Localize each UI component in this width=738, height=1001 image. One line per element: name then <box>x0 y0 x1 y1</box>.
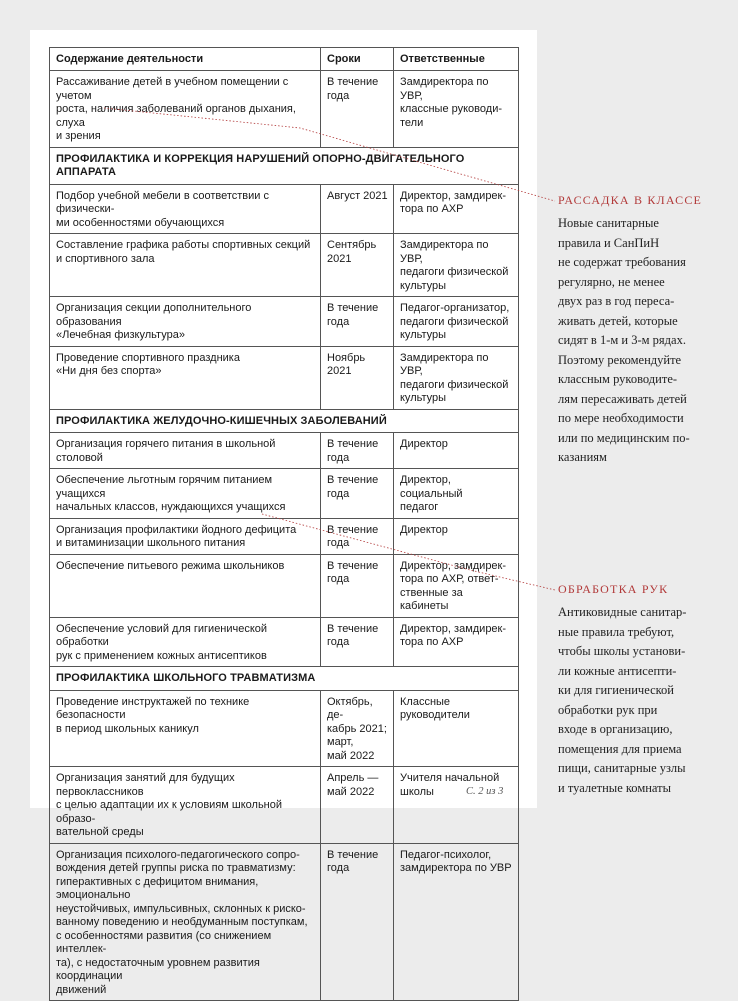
cell-dates: Сентябрь 2021 <box>321 234 394 297</box>
page-number: С. 2 из 3 <box>466 786 504 797</box>
cell-content: Организация секции дополнительного образования «Лечебная физкультура» <box>50 297 321 347</box>
table-row <box>50 617 519 667</box>
cell-responsible: Директор <box>394 433 519 469</box>
cell-content: Организация занятий для будущих первоклассников с целью адаптации их к условиям школьной образо- вательной среды <box>50 767 321 844</box>
cell-dates: Октябрь, де- кабрь 2021; март, май 2022 <box>321 690 394 767</box>
header-dates: Сроки <box>321 48 394 71</box>
cell-dates: В течение года <box>321 518 394 554</box>
table-row <box>50 184 519 234</box>
side-note-seating <box>558 193 702 468</box>
cell-responsible: Директор, социальный педагог <box>394 469 519 519</box>
cell-content: Составление графика работы спортивных секций и спортивного зала <box>50 234 321 297</box>
cell-dates: В течение года <box>321 617 394 667</box>
cell-dates: В течение года <box>321 71 394 148</box>
table-row <box>50 346 519 409</box>
cell-dates: В течение года <box>321 554 394 617</box>
section-title: ПРОФИЛАКТИКА ЖЕЛУДОЧНО-КИШЕЧНЫХ ЗАБОЛЕВАНИЙ <box>50 409 519 433</box>
cell-content: Организация профилактики йодного дефицита и витаминизации школьного питания <box>50 518 321 554</box>
table-row <box>50 297 519 347</box>
cell-dates: В течение года <box>321 297 394 347</box>
table-row <box>50 518 519 554</box>
side-note-title: ОБРАБОТКА РУК <box>558 582 669 596</box>
cell-responsible: Замдиректора по УВР, классные руководи- тели <box>394 71 519 148</box>
cell-content: Проведение инструктажей по технике безопасности в период школьных каникул <box>50 690 321 767</box>
cell-content: Рассаживание детей в учебном помещении с учетом роста, наличия заболеваний органов дыхания, слуха и зрения <box>50 71 321 148</box>
side-note-title: РАССАДКА В КЛАССЕ <box>558 193 703 207</box>
cell-content: Обеспечение условий для гигиенической обработки рук с применением кожных антисептиков <box>50 617 321 667</box>
cell-responsible: Педагог-организатор, педагоги физической культуры <box>394 297 519 347</box>
section-row <box>50 667 519 691</box>
table-row <box>50 433 519 469</box>
table-row <box>50 554 519 617</box>
cell-content: Подбор учебной мебели в соответствии с физически- ми особенностями обучающихся <box>50 184 321 234</box>
cell-responsible: Замдиректора по УВР, педагоги физической культуры <box>394 346 519 409</box>
cell-content: Обеспечение льготным горячим питанием учащихся начальных классов, нуждающихся учащихся <box>50 469 321 519</box>
table-row <box>50 690 519 767</box>
table-header-row <box>50 48 519 71</box>
table-row <box>50 71 519 148</box>
cell-dates: В течение года <box>321 433 394 469</box>
cell-content: Обеспечение питьевого режима школьников <box>50 554 321 617</box>
cell-responsible: Классные руководители <box>394 690 519 767</box>
cell-dates: Ноябрь 2021 <box>321 346 394 409</box>
cell-content: Организация горячего питания в школьной столовой <box>50 433 321 469</box>
cell-responsible: Директор, замдирек- тора по АХР <box>394 617 519 667</box>
table-row <box>50 234 519 297</box>
header-content: Содержание деятельности <box>50 48 321 71</box>
section-row <box>50 147 519 184</box>
cell-content: Проведение спортивного праздника «Ни дня без спорта» <box>50 346 321 409</box>
header-responsible: Ответственные <box>394 48 519 71</box>
side-note-hand-sanitizing <box>558 582 686 798</box>
activity-plan-table <box>49 47 519 1001</box>
cell-responsible: Директор, замдирек- тора по АХР <box>394 184 519 234</box>
cell-responsible: Педагог-психолог, замдиректора по УВР <box>394 843 519 1001</box>
table-row <box>50 843 519 1001</box>
side-note-body: Антиковидные санитар- ные правила требуют, чтобы школы установи- ли кожные антисепти- ки для гигиенической обработки рук при входе в организацию, помещения для приема пищи, санитарные узлы и туалетные комнаты <box>558 605 687 795</box>
section-title: ПРОФИЛАКТИКА ШКОЛЬНОГО ТРАВМАТИЗМА <box>50 667 519 691</box>
cell-responsible: Учителя начальной школы <box>394 767 519 844</box>
table-row <box>50 767 519 844</box>
cell-responsible: Замдиректора по УВР, педагоги физической культуры <box>394 234 519 297</box>
section-row <box>50 409 519 433</box>
cell-content: Организация психолого-педагогического сопро- вождения детей группы риска по травматизму: гиперактивных с дефицитом внимания, эмоционально неустойчивых, импульсивных, склонных к риско- ванному поведению и необдуманным поступкам, с особенностями развития (со снижением интеллек- та), с недостаточным уровнем развития координации движений <box>50 843 321 1001</box>
cell-dates: Апрель — май 2022 <box>321 767 394 844</box>
side-note-body: Новые санитарные правила и СанПиН не содержат требования регулярно, не менее двух раз в год переса- живать детей, которые сидят в 1-м и 3-м рядах. Поэтому рекомендуйте классным руководите- лям пересаживать детей по мере необходимости или по медицинским по- казаниям <box>558 216 690 464</box>
table-row <box>50 469 519 519</box>
cell-dates: В течение года <box>321 843 394 1001</box>
cell-dates: В течение года <box>321 469 394 519</box>
cell-dates: Август 2021 <box>321 184 394 234</box>
section-title: ПРОФИЛАКТИКА И КОРРЕКЦИЯ НАРУШЕНИЙ ОПОРНО-ДВИГАТЕЛЬНОГО АППАРАТА <box>50 147 519 184</box>
cell-responsible: Директор, замдирек- тора по АХР, ответ- ственные за кабинеты <box>394 554 519 617</box>
cell-responsible: Директор <box>394 518 519 554</box>
